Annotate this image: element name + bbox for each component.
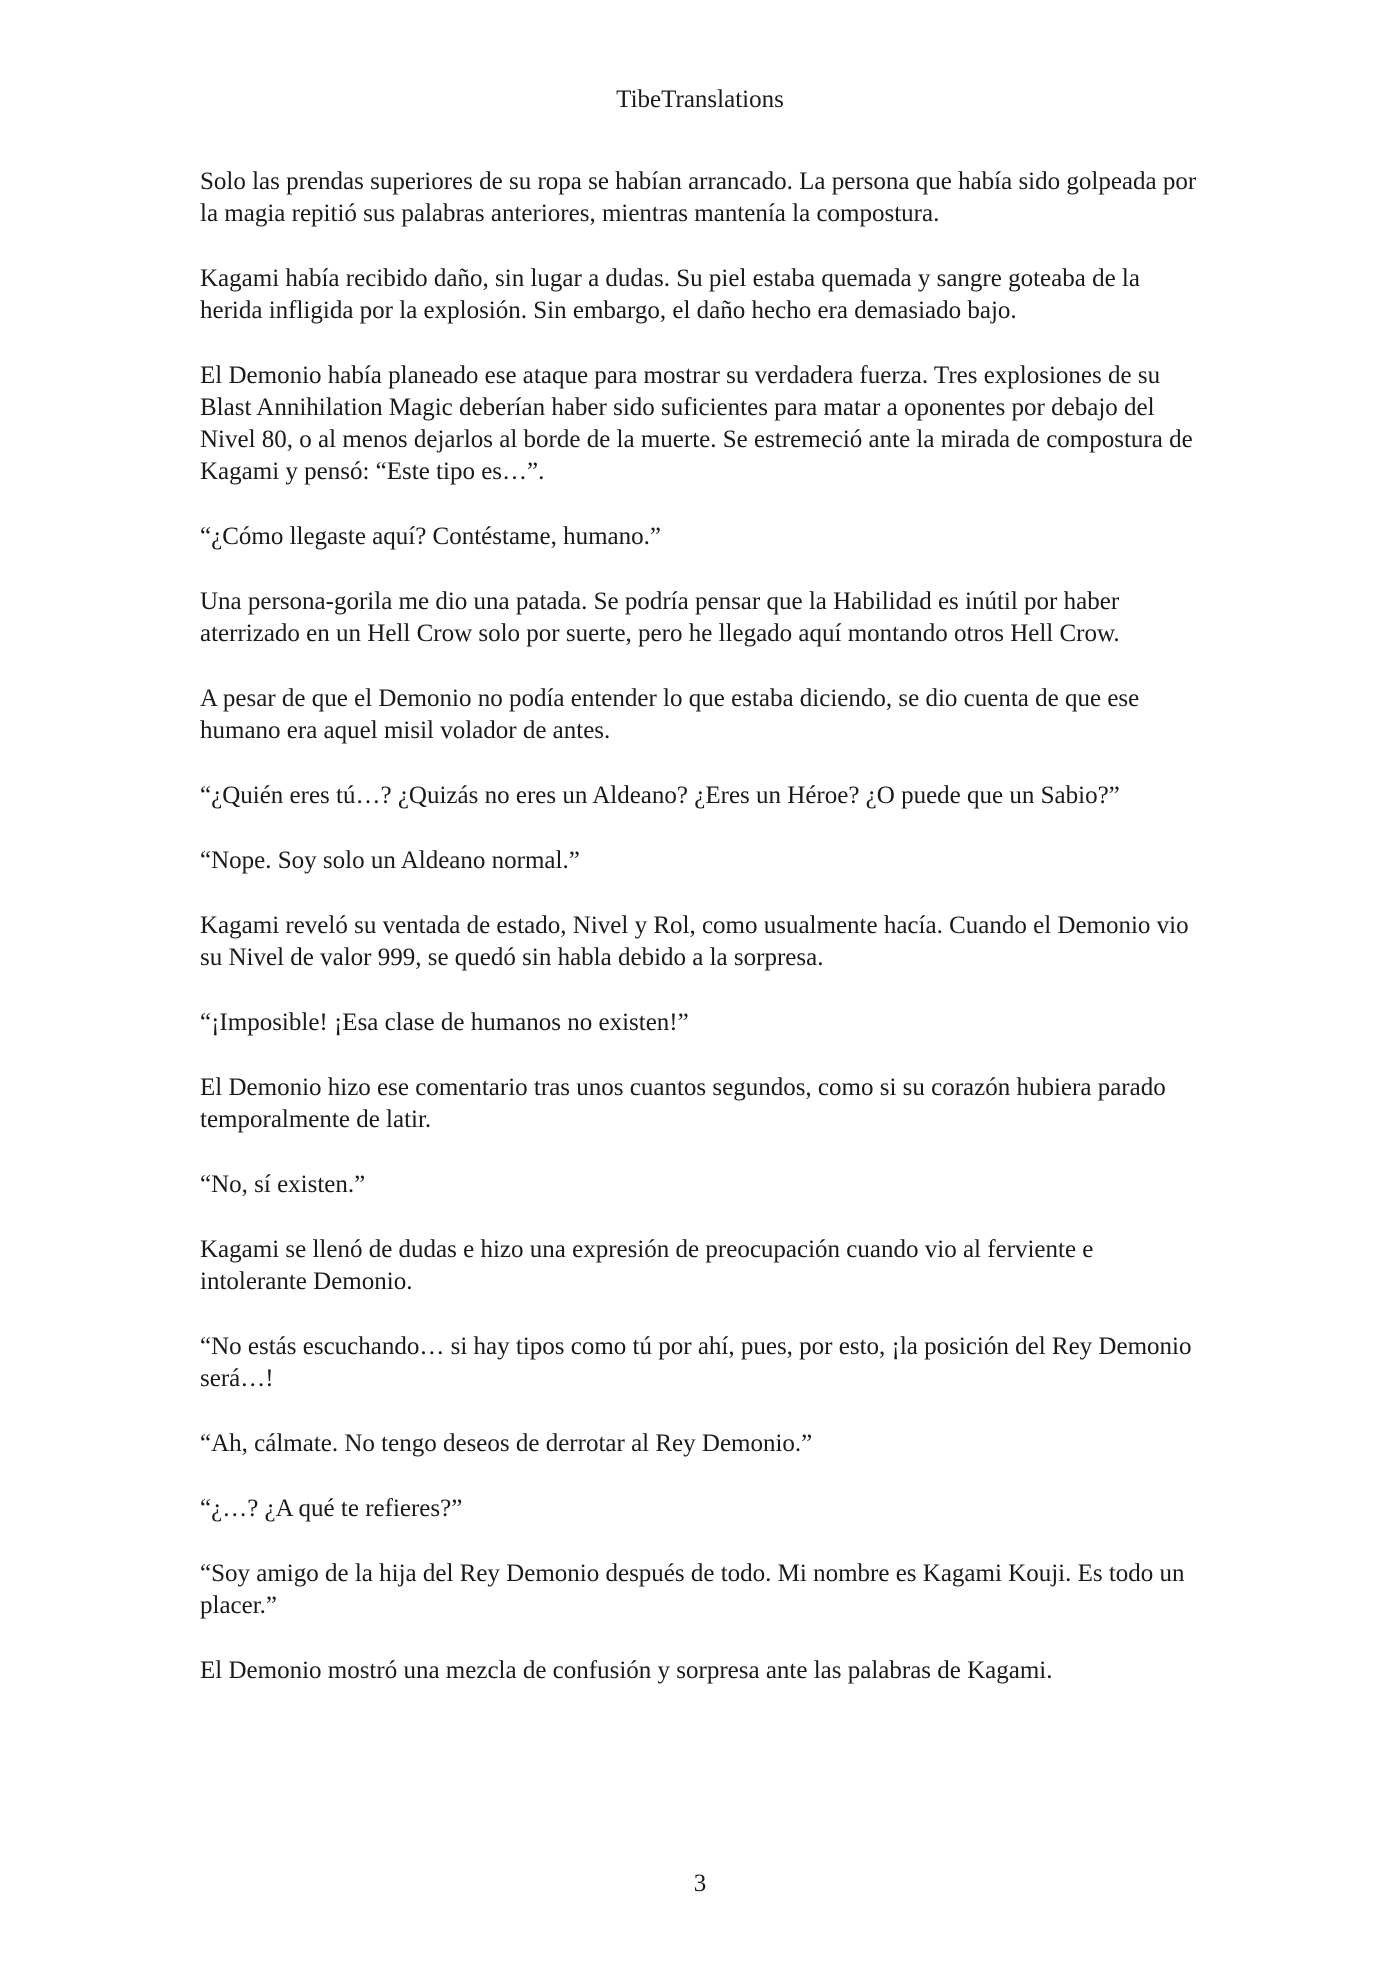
paragraph: Una persona-gorila me dio una patada. Se podría pensar que la Habilidad es inútil por haber aterrizado en un Hell Crow solo por suerte, pero he llegado aquí montando otros Hell Crow. [200,588,1120,647]
page-header: TibeTranslations [616,86,784,113]
paragraph: El Demonio hizo ese comentario tras unos cuantos segundos, como si su corazón hubiera parado temporalmente de latir. [200,1074,1166,1133]
paragraph: El Demonio mostró una mezcla de confusión y sorpresa ante las palabras de Kagami. [200,1657,1053,1684]
paragraph: “No estás escuchando… si hay tipos como tú por ahí, pues, por esto, ¡la posición del Rey Demonio será…! [200,1333,1192,1392]
paragraph: “¿Quién eres tú…? ¿Quizás no eres un Aldeano? ¿Eres un Héroe? ¿O puede que un Sabio?” [200,782,1120,809]
paragraph: “Ah, cálmate. No tengo deseos de derrotar al Rey Demonio.” [200,1430,813,1457]
paragraph: “Nope. Soy solo un Aldeano normal.” [200,847,580,874]
paragraph: “¿Cómo llegaste aquí? Contéstame, humano.” [200,523,661,550]
document-body [200,166,1205,1720]
paragraph: “¡Imposible! ¡Esa clase de humanos no existen!” [200,1009,689,1036]
paragraph: “No, sí existen.” [200,1171,366,1198]
paragraph: Kagami había recibido daño, sin lugar a dudas. Su piel estaba quemada y sangre goteaba de la herida infligida por la explosión. Sin embargo, el daño hecho era demasiado bajo. [200,265,1140,324]
paragraph: A pesar de que el Demonio no podía entender lo que estaba diciendo, se dio cuenta de que ese humano era aquel misil volador de antes. [200,685,1140,744]
paragraph: “¿…? ¿A qué te refieres?” [200,1495,463,1522]
paragraph: El Demonio había planeado ese ataque para mostrar su verdadera fuerza. Tres explosiones de su Blast Annihilation Magic deberían haber sido suficientes para matar a oponentes por debajo del Nivel 80, o al menos dejarlos al borde de la muerte. Se estremeció ante la mirada de compostura de Kagami y pensó: “Este tipo es…”. [200,362,1193,485]
paragraph: Kagami se llenó de dudas e hizo una expresión de preocupación cuando vio al ferviente e intolerante Demonio. [200,1236,1094,1295]
paragraph: Solo las prendas superiores de su ropa se habían arrancado. La persona que había sido golpeada por la magia repitió sus palabras anteriores, mientras mantenía la compostura. [200,168,1197,227]
paragraph: Kagami reveló su ventada de estado, Nivel y Rol, como usualmente hacía. Cuando el Demonio vio su Nivel de valor 999, se quedó sin habla debido a la sorpresa. [200,912,1189,971]
page-number: 3 [693,1870,707,1897]
paragraph: “Soy amigo de la hija del Rey Demonio después de todo. Mi nombre es Kagami Kouji. Es todo un placer.” [200,1560,1185,1619]
